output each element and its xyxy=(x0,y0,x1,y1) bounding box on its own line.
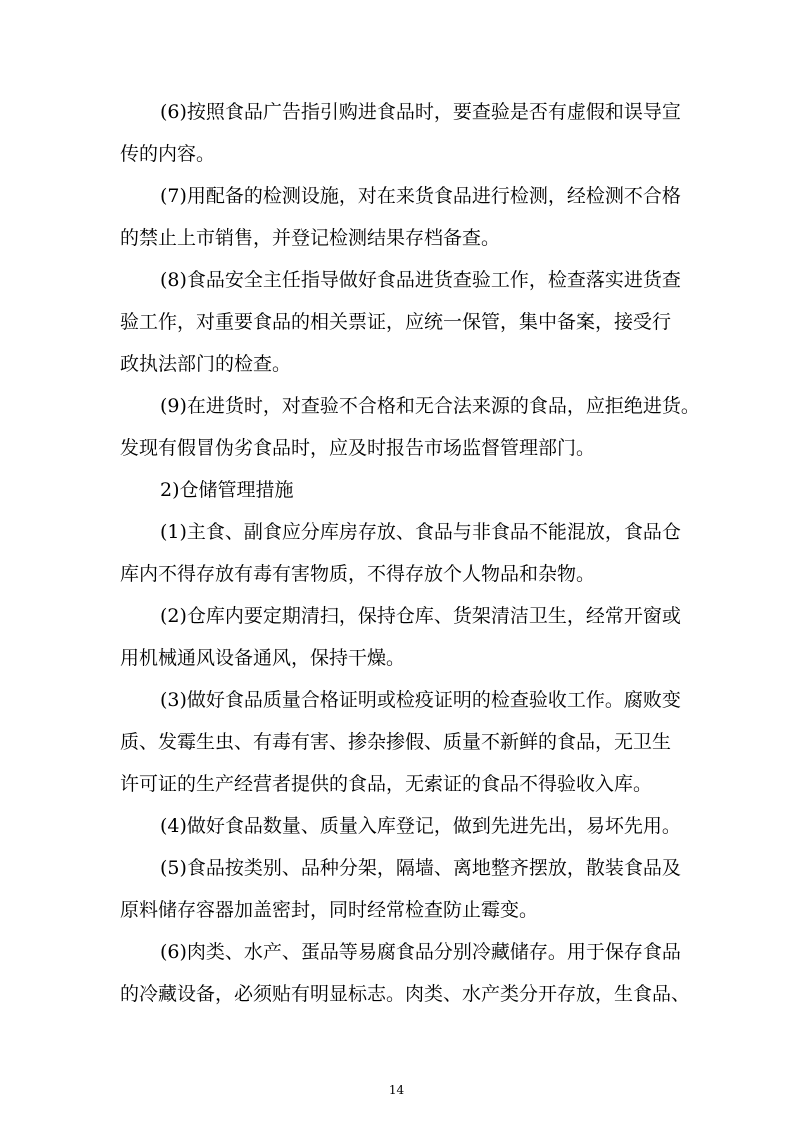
text-line: (6)按照食品广告指引购进食品时，要查验是否有虚假和误导宣 xyxy=(160,101,681,123)
text-line: (6)肉类、水产、蛋品等易腐食品分别冷藏储存。用于保存食品 xyxy=(160,941,681,963)
page-number: 14 xyxy=(388,1083,405,1097)
text-line: (2)仓库内要定期清扫，保持仓库、货架清洁卫生，经常开窗或 xyxy=(160,605,681,627)
text-line: (3)做好食品质量合格证明或检疫证明的检查验收工作。腐败变 xyxy=(160,689,681,711)
text-line: (5)食品按类别、品种分架，隔墙、离地整齐摆放，散装食品及 xyxy=(160,857,681,879)
text-line: (1)主食、副食应分库房存放、食品与非食品不能混放，食品仓 xyxy=(160,521,681,543)
text-line: 库内不得存放有毒有害物质，不得存放个人物品和杂物。 xyxy=(120,563,596,585)
text-line: (9)在进货时，对查验不合格和无合法来源的食品，应拒绝进货。 xyxy=(160,395,700,417)
text-line: 用机械通风设备通风，保持干燥。 xyxy=(120,647,406,669)
text-line: 政执法部门的检查。 xyxy=(120,353,292,375)
text-line: (4)做好食品数量、质量入库登记，做到先进先出，易坏先用。 xyxy=(160,815,681,837)
text-line: (8)食品安全主任指导做好食品进货查验工作，检查落实进货查 xyxy=(160,269,681,291)
text-line: 发现有假冒伪劣食品时，应及时报告市场监督管理部门。 xyxy=(120,437,596,459)
text-line: 的冷藏设备，必须贴有明显标志。肉类、水产类分开存放，生食品、 xyxy=(120,983,691,1005)
text-line: 的禁止上市销售，并登记检测结果存档备查。 xyxy=(120,227,501,249)
text-line: (7)用配备的检测设施，对在来货食品进行检测，经检测不合格 xyxy=(160,185,681,207)
text-line: 验工作，对重要食品的相关票证，应统一保管，集中备案，接受行 xyxy=(120,311,672,333)
section-heading: 2)仓储管理措施 xyxy=(160,479,294,501)
text-line: 传的内容。 xyxy=(120,143,216,165)
text-line: 质、发霉生虫、有毒有害、掺杂掺假、质量不新鲜的食品，无卫生 xyxy=(120,731,672,753)
text-line: 许可证的生产经营者提供的食品，无索证的食品不得验收入库。 xyxy=(120,773,653,795)
text-line: 原料储存容器加盖密封，同时经常检查防止霉变。 xyxy=(120,899,539,921)
